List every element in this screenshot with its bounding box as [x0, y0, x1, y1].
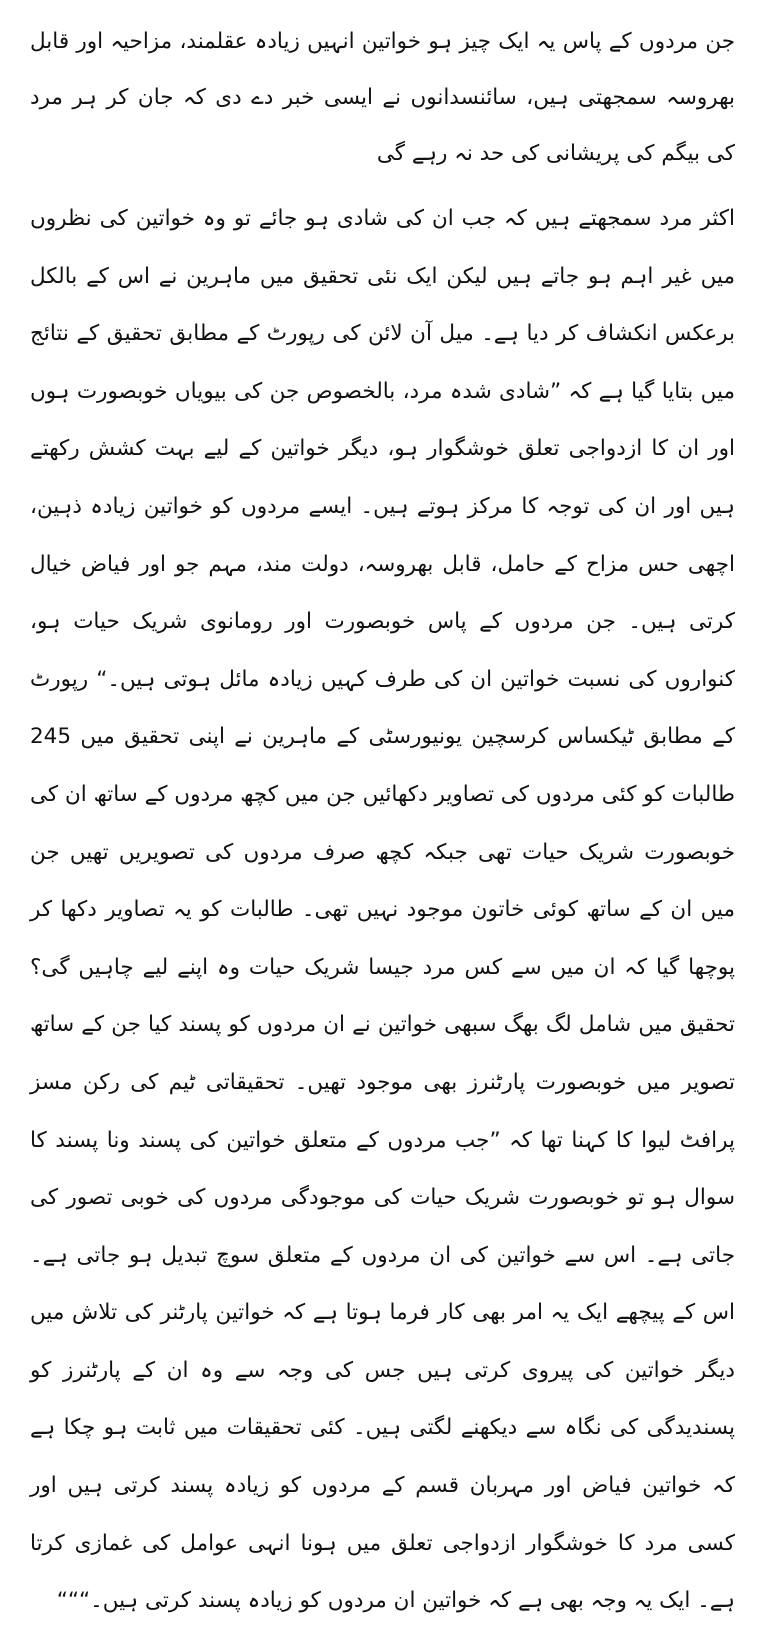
article-paragraph-body: اکثر مرد سمجھتے ہیں کہ جب ان کی شادی ہو جائے تو وہ خواتین کی نظروں میں غیر اہم ہو جاتے ہیں لیکن ایک نئی تحقیق میں ماہرین نے اس کے بالکل برعکس انکشاف کر دیا ہے۔ میل آن لائن کی رپورٹ کے مطابق تحقیق کے نتائج میں بتایا گیا ہے کہ ”شادی شدہ مرد، بالخصوص جن کی بیویاں خوبصورت ہوں اور ان کا ازدواجی تعلق خوشگوار ہو، دیگر خواتین کے لیے بہت کشش رکھتے ہیں اور ان کی توجہ کا مرکز ہوتے ہیں۔ ایسے مردوں کو خواتین زیادہ ذہین، اچھی حس مزاح کے حامل، قابل بھروسہ، دولت مند، مہم جو اور فیاض خیال کرتی ہیں۔ جن مردوں کے پاس خوبصورت اور رومانوی شریک حیات ہو، کنواروں کی نسبت خواتین ان کی طرف کہیں زیادہ مائل ہوتی ہیں۔“ رپورٹ کے مطابق ٹیکساس کرسچین یونیورسٹی کے ماہرین نے اپنی تحقیق میں 245 طالبات کو کئی مردوں کی تصاویر دکھائیں جن میں کچھ مردوں کے ساتھ ان کی خوبصورت شریک حیات تھی جبکہ کچھ صرف مردوں کی تصویریں تھیں جن میں ان کے ساتھ کوئی خاتون موجود نہیں تھی۔ طالبات کو یہ تصاویر دکھا کر پوچھا گیا کہ ان میں سے کس مرد جیسا شریک حیات وہ اپنے لیے چاہیں گی؟ تحقیق میں شامل لگ بھگ سبھی خواتین نے ان مردوں کو پسند کیا جن کے ساتھ تصویر میں خوبصورت پارٹنرز بھی موجود تھیں۔ تحقیقاتی ٹیم کی رکن مسز پرافٹ لیوا کا کہنا تھا کہ ”جب مردوں کے متعلق خواتین کی پسند ونا پسند کا سوال ہو تو خوبصورت شریک حیات کی موجودگی مردوں کی خوبی تصور کی جاتی ہے۔ اس سے خواتین کی ان مردوں کے متعلق سوچ تبدیل ہو جاتی ہے۔ اس کے پیچھے ایک یہ امر بھی کار فرما ہوتا ہے کہ خواتین پارٹنر کی تلاش میں دیگر خواتین کی پیروی کرتی ہیں جس کی وجہ سے وہ ان کے پارٹنرز کو پسندیدگی کی نگاہ سے دیکھنے لگتی ہیں۔ کئی تحقیقات میں ثابت ہو چکا ہے کہ خواتین فیاض اور مہربان قسم کے مردوں کو زیادہ پسند کرتی ہیں اور کسی مرد کا خوشگوار ازدواجی تعلق میں ہونا انہی عوامل کی غمازی کرتا ہے۔ ایک یہ وجہ بھی ہے کہ خواتین ان مردوں کو زیادہ پسند کرتی ہیں۔“““ — [30, 206, 735, 1614]
article-paragraph-intro: جن مردوں کے پاس یہ ایک چیز ہو خواتین انہیں زیادہ عقلمند، مزاحیہ اور قابل بھروسہ سمجھتی ہیں، سائنسدانوں نے ایسی خبر دے دی کہ جان کر ہر مرد کی بیگم کی پریشانی کی حد نہ رہے گی — [30, 29, 735, 166]
